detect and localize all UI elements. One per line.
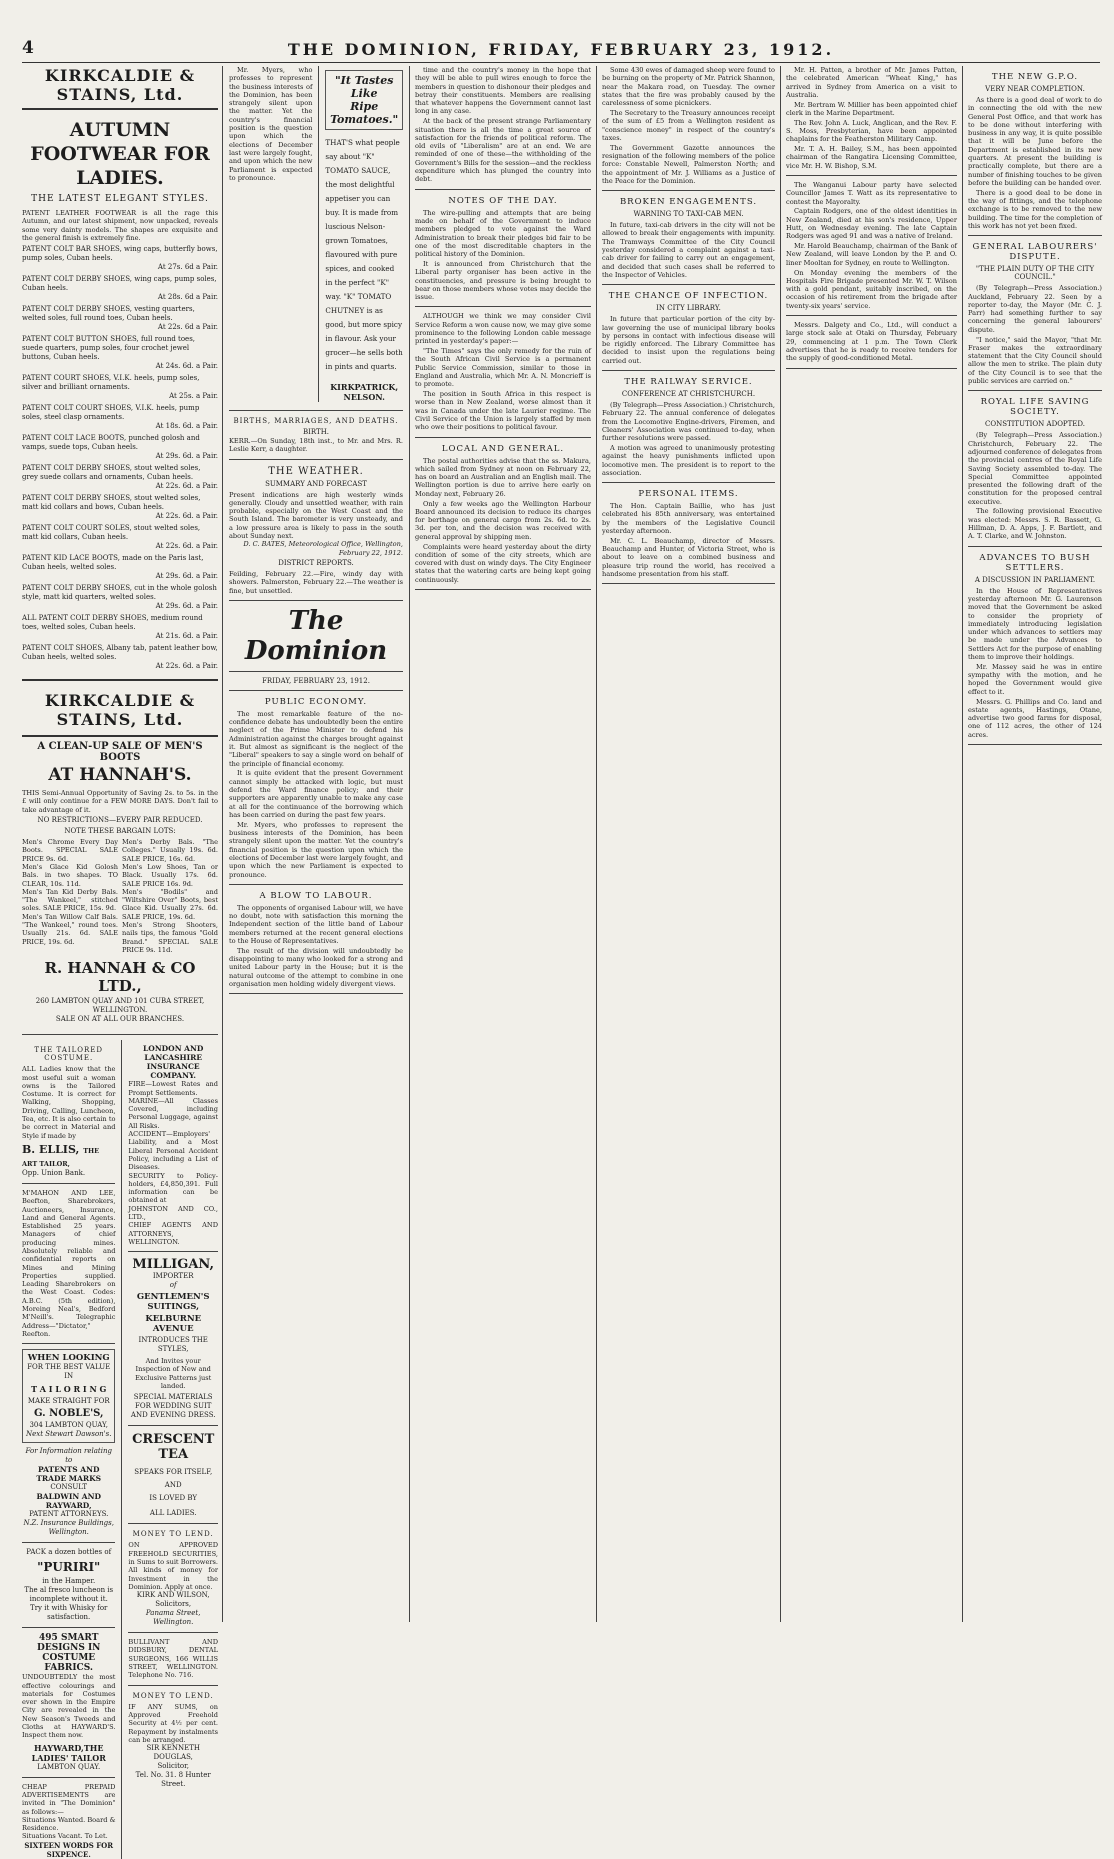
footwear-description: PATENT KID LACE BOOTS, made on the Paris last, Cuban heels, welted soles. [22,554,204,572]
hannah-line2: AT HANNAH'S. [48,765,192,786]
article-paragraph: Messrs. G. Phillips and Co. land and estate agents, Hastings, Otane, advertise two good farms for disposal, one of 112 acres, the other of 124 acres. [968,697,1102,739]
tailored-body: ALL Ladies know that the most useful suit a woman owns is the Tailored Costume. It is correct for Walking, Shopping, Driving, Calling, Luncheon, Tea, etc. It is also certain to be correct in Material and Style if made by [22,1065,116,1140]
footwear-price: At 18s. 6d. a Pair. [155,422,218,431]
column-divider [409,66,410,1622]
births-sub: BIRTH. [302,428,330,436]
article [968,553,1102,745]
footwear-item [22,434,218,461]
article-paragraph: As there is a good deal of work to do in connecting the old with the new General Post Office, and that work has to be done without interfering with business in any way, it is quite possible that it will be June before the Department is established in its new quarters. At present the building is practically complete, but there are a number of finishing touches to be given before the building can be handed over. [968,96,1102,187]
column-1 [22,66,218,1859]
crescent-l1: SPEAKS FOR ITSELF, [134,1468,213,1477]
milligan-l4: KELBURNE AVENUE [145,1314,202,1335]
insurance-name: LONDON AND LANCASHIRE INSURANCE COMPANY. [143,1044,204,1081]
column-divider [596,66,597,1622]
patents-intro: For Information relating to [25,1447,112,1465]
footwear-description: PATENT COLT BAR SHOES, wing caps, butterfly bows, pump soles, Cuban heels. [22,245,218,263]
kirkcaldie-name-2: KIRKCALDIE & STAINS, Ltd. [44,691,196,730]
article-paragraph: Mr. Harold Beauchamp, chairman of the Bank of New Zealand, will leave London by the P. and O. liner Mooltan for Sydney, en route to Wellington. [786,242,957,267]
article-paragraph: There is a good deal to be done in the way of fittings, and the telephone exchange is to be removed to the new building. The time for the completion of this work has not yet been fixed. [968,188,1102,230]
article-paragraph: time and the country's money in the hope that they will be able to pull wires enough to force the members in question to dishonour their pledges and betray their constituents. Members are realising that whatever happens the Government cannot last long in any case. [415,66,591,116]
footwear-item [22,404,218,431]
article-paragraph: In the House of Representatives yesterday afternoon Mr. G. Laurenson moved that the Government be asked to consider the propriety of immediately introducing legislation under which advances to settlers may be made under the Advances to Settlers Act for the purpose of enabling them to improve their holdings. [968,586,1102,662]
bargain-lot: Men's Low Shoes, Tan or Black. Usually 17s. 6d. SALE PRICE 16s. 9d. [122,862,218,888]
article-paragraph: The opponents of organised Labour will, we have no doubt, note with satisfaction this morning the Independent section of the little band of Labour members returned at the recent general elections to the House of Representatives. [229,903,403,945]
article-title: LOCAL AND GENERAL. [441,443,565,454]
article-paragraph: Mr. H. Patten, a brother of Mr. James Patten, the celebrated American "Wheat King," has arrived in Sydney from America on a visit to Australia. [786,66,957,99]
footwear-price: At 27s. 6d a Pair. [157,263,218,272]
article-title: PERSONAL ITEMS. [638,489,739,500]
article-paragraph: Only a few weeks ago the Wellington Harbour Board announced its decision to reduce its charges for berthage on general cargo from 2s. 6d. to 2s. 3d. per ton, and the decision was received with general approval by shipping men. [415,499,591,541]
kirkcaldie-subhead: THE LATEST ELEGANT STYLES. [31,194,209,204]
crescent-l2: AND [164,1481,182,1490]
footwear-item [22,584,218,611]
article [602,66,775,191]
footwear-item [22,275,218,302]
crescent-l3: IS LOVED BY [149,1494,198,1503]
article-paragraph: A motion was agreed to unanimously protesting against the heavy punishments inflicted upon locomotive men. The president is to report to the association. [602,444,775,477]
noble-l1: WHEN LOOKING [27,1353,110,1364]
article-paragraph: The Secretary to the Treasury announces receipt of the sum of £5 from a Wellington resident as "conscience money" in respect of the country's taxes. [602,108,775,142]
footwear-price: At 22s. 6d. a Pair. [155,512,218,521]
mahon-body: M'MAHON AND LEE, Beefton, Sharebrokers, Auctioneers, Insurance, Land and General Agents. Established 25 years. Managers of chief producing mines. Absolutely reliable and confidential reports on Mines and Mining Properties supplied. Leading Sharebrokers on the West Coast. Codes: A.B.C. (5th edition), Moreing Neal's, Bedford M'Neill's. Telegraphic Address—"Dictator," Reefton. [22,1188,116,1338]
article-title: ADVANCES TO BUSH SETTLERS. [979,552,1091,573]
article [786,66,957,176]
article-paragraph: Mr. C. L. Beauchamp, director of Messrs. Beauchamp and Hunter, of Victoria Street, who is about to leave on a combined business and pleasure trip round the world, has received a handsome presentation from his staff. [602,536,775,579]
weather-signed: D. C. BATES, Meteorological Office, Wellington, February 22, 1912. [243,540,403,557]
footwear-item [22,335,218,371]
article-paragraph: The Rev. John A. Luck, Anglican, and the Rev. F. S. Moss, Presbyterian, have been appointed chaplains for the Featherston Military Camp. [786,118,957,144]
insurance-line: CHIEF AGENTS AND ATTORNEYS, WELLINGTON. [128,1221,218,1246]
article-body [415,457,591,584]
bargain-lot: Men's Tan Willow Calf Bals. "The Wankeel," round toes. Usually 21s. 6d. SALE PRICE, 19s. 6d. [22,912,118,946]
article-paragraph: (By Telegraph—Press Association.) Christchurch, February 22. The adjourned conference of delegates from the provincial centres of the Royal Life Saving Society assembled to-day. The Special Committee appointed presented the following draft of the constitution for the proposed central executive. [968,431,1102,506]
footwear-price: At 29s. 6d. a Pair. [155,602,218,611]
hayward-head2: COSTUME FABRICS. [42,1653,96,1674]
masthead [22,38,1100,63]
page-number: 4 [22,38,34,58]
footwear-item [22,374,218,401]
article-paragraph: "The Times" says the only remedy for the ruin of the South African Civil Service is a permanent Public Service Commission, similar to those in England and Australia, which Mr. A. N. Moncrieff is to promote. [415,347,591,389]
article-paragraph: It is announced from Christchurch that the Liberal party organiser has been active in the constituencies, and pressure is being brought to bear on those members whose votes may decide the issue. [415,259,591,302]
article-body [415,312,591,431]
tomatoes-head1: "It Tastes Like [334,74,394,100]
footwear-price: At 21s. 6d. a Pair. [155,632,218,641]
article-body [602,315,775,365]
article-paragraph: Messrs. Dalgety and Co., Ltd., will conduct a large stock sale at Otaki on Thursday, February 29, commencing at 1 p.m. The Town Clerk advertises that he is ready to receive tenders for the supply of good-conditioned Metal. [786,321,957,363]
article-divider [968,744,1102,745]
article-divider [602,190,775,191]
patents-l1: PATENTS AND TRADE MARKS [36,1465,102,1484]
article-paragraph: In future that particular portion of the city by-law governing the use of municipal library books by persons in contact with infectious disease will be rigidly enforced. The Library Committee has decided to insist upon the regulations being carried out. [602,315,775,365]
insurance-line: JOHNSTON AND CO., LTD., [128,1204,218,1221]
hannah-intro: THIS Semi-Annual Opportunity of Saving 2s. to 5s. in the £ will only continue for a FEW MORE DAYS. Don't fail to take advantage of it. [22,789,218,814]
article-divider [415,189,591,190]
hannah-branches: SALE ON AT ALL OUR BRANCHES. [55,1015,185,1024]
footwear-item [22,644,218,671]
footwear-description: PATENT COLT LACE BOOTS, punched golosh and vamps, suede tops, Cuban heels. [22,434,200,452]
hannah-left-lots [22,838,118,954]
classified-line4: SIXTEEN WORDS FOR SIXPENCE. [24,1840,114,1859]
article-body [602,401,775,477]
article-body [968,431,1102,540]
article-body [602,221,775,279]
article-divider [968,235,1102,236]
article-paragraph: In future, taxi-cab drivers in the city will not be allowed to break their engagements with impunity. The Tramways Committee of the City Council yesterday considered a complaint against a taxi-cab driver for failing to carry out an engagement, and decided that such cases shall be referred to the Inspector of Vehicles. [602,221,775,279]
article-paragraph: The wire-pulling and attempts that are being made on behalf of the Government to induce members pledged to vote against the Ward Administration to break their pledges bid fair to be one of the most discreditable chapters in the political history of the Dominion. [415,208,591,259]
money1-body: ON APPROVED FREEHOLD SECURITIES, in Sums to suit Borrowers. All kinds of money for Investment in the Dominion. Apply at once. [128,1541,218,1591]
article [602,489,775,584]
article-body [786,181,957,310]
article-body [968,587,1102,739]
hayward-address: LAMBTON QUAY. [37,1762,101,1771]
tomatoes-head2: Ripe Tomatoes." [330,100,399,126]
article-subtitle: A DISCUSSION IN PARLIAMENT. [974,575,1096,584]
bargain-lot: Men's Chrome Every Day Boots. SPECIAL SALE PRICE 9s. 6d. [22,838,118,863]
noble-address: 304 LAMBTON QUAY, [29,1421,108,1430]
patents-l5: N.Z. Insurance Buildings, Wellington. [23,1519,114,1537]
crescent-name: CRESCENT TEA [132,1432,215,1463]
money2-head: MONEY TO LEND. [132,1691,214,1700]
footwear-price: At 28s. 6d a Pair. [157,293,218,302]
money1-address: Panama Street, Wellington. [145,1609,201,1627]
footwear-item [22,614,218,641]
money2-body: IF ANY SUMS, on Approved Freehold Security at 4½ per cent. Repayment by instalments can be arranged. [128,1702,218,1744]
article [968,72,1102,236]
footwear-item [22,305,218,332]
article-paragraph: The Government Gazette announces the resignation of the following members of the police force: Constable Newell, Palmerston North; and the appointment of Mr. J. Williams as a Justice of the Peace for the Dominion. [602,143,775,185]
insurance-line: SECURITY to Policy-holders, £4,850,391. Full information can be obtained at [128,1171,218,1205]
article-divider [786,315,957,316]
insurance-line: ACCIDENT—Employers' Liability, and a Most Liberal Personal Accident Policy, including a List of Diseases. [128,1130,218,1172]
footwear-price: At 25s. a Pair. [169,392,218,401]
article-body [415,209,591,302]
article-paragraph: Mr. T. A. H. Bailey, S.M., has been appointed chairman of the Rangatira Licensing Committee, vice Mr. H. W. Bishop, S.M. [786,145,957,170]
footwear-description: PATENT COLT SHOES, Albany tab, patent leather bow, Cuban heels, welted soles. [22,644,218,662]
puriri-l5: Try it with Whisky for satisfaction. [30,1604,108,1622]
births-head: BIRTHS, MARRIAGES, AND DEATHS. [233,417,399,425]
footwear-description: PATENT COLT DERBY SHOES, wing caps, pump soles, Cuban heels. [22,275,217,293]
article-paragraph: Mr. Bertram W. Millier has been appointed chief clerk in the Marine Department. [786,100,957,117]
noble-ad [22,1349,115,1443]
article-body [968,284,1102,385]
money2-address: Tel. No. 31. 8 Hunter Street. [135,1771,211,1789]
article-divider [786,175,957,176]
article-title: GENERAL LABOURERS' DISPUTE. [972,242,1098,263]
article-body [415,66,591,184]
article-body [229,904,403,988]
article-title: PUBLIC ECONOMY. [264,696,368,707]
noble-l3: T A I L O R I N G [31,1384,107,1395]
footwear-item [22,464,218,491]
noble-name: G. NOBLE'S, [33,1408,104,1420]
article-title: THE CHANCE OF INFECTION. [608,291,769,302]
footwear-description: ALL PATENT COLT DERBY SHOES, medium round toes, welted soles, Cuban heels. [22,614,203,632]
patents-l4: PATENT ATTORNEYS. [29,1510,109,1519]
article [786,181,957,316]
article [415,66,591,190]
article-body [602,502,775,578]
kirkcaldie-intro: PATENT LEATHER FOOTWEAR is all the rage this Autumn, and our latest shipment, now unpacked, reveals some very dainty models. The shapes are exquisite and the general finish is extremely fine. [22,209,218,242]
footwear-price: At 29s. 6d. a Pair. [155,452,218,461]
article-divider [786,368,957,369]
article-subtitle: IN CITY LIBRARY. [656,304,721,313]
article-divider [415,589,591,590]
article [415,444,591,590]
dominion-banner: The Dominion [244,605,388,666]
article [968,242,1102,391]
hannah-right-lots [122,838,218,954]
article-body [602,66,775,185]
article-divider [229,884,403,885]
hannah-lots [22,838,218,954]
article [229,891,403,994]
column-6 [968,66,1102,1622]
column-4 [602,66,775,1622]
noble-l2: FOR THE BEST VALUE IN [27,1363,111,1381]
hannah-address: 260 LAMBTON QUAY AND 101 CUBA STREET, WELLINGTON. [35,997,205,1015]
puriri-l4: The al fresco luncheon is incomplete without it. [24,1586,114,1604]
article-paragraph: (By Telegraph—Press Association.) Auckland, February 22. Seen by a reporter to-day, the Mayor (Mr. C. J. Parr) had something further to say concerning the general labourers' dispute. [968,284,1102,334]
column-divider [962,66,963,1622]
col6-articles [968,72,1102,745]
article-subtitle: CONFERENCE AT CHRISTCHURCH. [621,390,756,399]
article [415,312,591,437]
footwear-item [22,494,218,521]
article-body [968,96,1102,230]
column-5 [786,66,957,1622]
milligan-name: MILLIGAN, [132,1257,214,1273]
hannah-line1: A CLEAN-UP SALE OF MEN'S BOOTS [37,741,203,764]
milligan-l7: SPECIAL MATERIALS FOR WEDDING SUIT AND EVENING DRESS. [130,1393,216,1420]
article-paragraph: Mr. Myers, who professes to represent the business interests of the Dominion, has been strangely silent upon the matter. Yet the country's financial position is the question upon which the elections of December last were largely fought, and upon which the new Parliament is expected to pronounce. [229,820,403,879]
patents-l2: CONSULT [50,1483,88,1492]
newspaper-title: THE DOMINION, FRIDAY, FEBRUARY 23, 1912. [287,40,835,59]
hannah-note: NOTE THESE BARGAIN LOTS: [64,827,176,836]
footwear-description: PATENT COLT DERBY SHOES, stout welted soles, matt kid collars and bows, Cuban heels. [22,494,201,512]
col3-articles [415,66,591,590]
footwear-description: PATENT COLT BUTTON SHOES, full round toes, suede quarters, pump soles, four crochet jewel buttons, Cuban heels. [22,335,196,362]
noble-near: Next Stewart Dawson's. [26,1430,112,1439]
footwear-item [22,524,218,551]
milligan-l1: IMPORTER [152,1272,194,1281]
col2-intro: Mr. Myers, who professes to represent the business interests of the Dominion, has been strangely silent upon the matter. Yet the country's financial position is the question upon which the elections of December last were largely fought, and upon which the new Parliament is expected to pronounce. [229,66,313,182]
classified-line3: Situations Vacant. To Let. [22,1832,108,1841]
bargain-lot: Men's Derby Bals. "The Colleges." Usually 19s. 6d. SALE PRICE, 16s. 6d. [122,838,218,863]
article-paragraph: The result of the division will undoubtedly be disappointing to many who looked for a strong and united Labour party in the House; but it is the natural outcome of the attempt to combine in one organisation men holding widely divergent views. [229,946,403,988]
insurance-line: FIRE—Lowest Rates and Prompt Settlements. [128,1080,218,1097]
puriri-l3: in the Hamper. [42,1577,96,1586]
weather-body: Present indications are high westerly winds generally. Cloudy and unsettled weather, with rain probable, especially on the West Coast and the South Island. The barometer is very unsteady, and a low pressure area is likely to pass in the south about Sunday next. [229,490,403,541]
column-1b [128,1040,218,1858]
hayward-name: HAYWARD,THE LADIES' TAILOR [31,1742,106,1763]
article-divider [602,284,775,285]
footwear-price: At 22s. 6d. a Pair. [155,482,218,491]
article-paragraph: The Wanganui Labour party have selected Councillor James T. Watt as its representative to contest the Mayoralty. [786,181,957,206]
article-paragraph: Mr. Massey said he was in entire sympathy with the motion, and he hoped the Government would give effect to it. [968,662,1102,696]
article-subtitle: WARNING TO TAXI-CAB MEN. [633,210,744,219]
footwear-price: At 29s. 6d. a Pair. [155,572,218,581]
article-paragraph: ALTHOUGH we think we may consider Civil Service Reform a won cause now, we may give some prominence to the following London cable message printed in yesterday's paper:— [415,312,591,346]
article [602,291,775,371]
column-divider [222,66,223,1622]
footwear-description: PATENT COURT SHOES, V.I.K. heels, pump soles, silver and brilliant ornaments. [22,374,200,392]
article [602,377,775,483]
money1-head: MONEY TO LEND. [132,1530,214,1539]
insurance-lines [128,1080,218,1246]
article [786,321,957,368]
ellis-name: B. ELLIS, [22,1142,80,1156]
hayward-body: UNDOUBTEDLY the most effective colourings and materials for Costumes ever shown in the Empire City are revealed in the New Season's Tweeds and Cloths at HAYWARD'S. Inspect them now. [22,1673,116,1740]
article-divider [602,482,775,483]
article-divider [602,370,775,371]
footwear-price: At 24s. 6d. a Pair. [155,362,218,371]
money2-trade: Solicitor, [157,1762,189,1771]
weather-reports: Feilding, February 22.—Fire, windy day with showers. Palmerston, February 22.—The weather is fine, but unsettled. [229,569,403,595]
tailored-head: THE TAILORED COSTUME. [34,1046,104,1063]
footwear-price: At 22s. 6d a Pair. [157,323,218,332]
article-title: A BLOW TO LABOUR. [259,890,373,901]
bargain-lot: Men's Tan Kid Derby Bals. "The Wankeel," stitched soles. SALE PRICE, 15s. 9d. [22,887,118,913]
article-title: BROKEN ENGAGEMENTS. [619,197,758,208]
milligan-l6: And Invites your Inspection of New and Exclusive Patterns just landed. [135,1357,212,1391]
article-title: ROYAL LIFE SAVING SOCIETY. [980,397,1090,418]
weather-reports-head: DISTRICT REPORTS. [278,558,354,567]
hannah-company: R. HANNAH & CO LTD., [44,959,196,996]
weather-sub: SUMMARY AND FORECAST [265,479,367,488]
article-divider [229,993,403,994]
article [415,196,591,308]
article-paragraph: Complaints were heard yesterday about the dirty condition of some of the city streets, which are covered with dust on windy days. The City Engineer states that the watering carts are being kept going continuously. [415,542,591,584]
col2-left-text [229,66,312,402]
tomatoes-name: KIRKPATRICK, NELSON. [330,382,399,402]
column-divider [780,66,781,1622]
article-title: NOTES OF THE DAY. [448,195,558,206]
article-paragraph: On Monday evening the members of the Hospitals Fire Brigade presented Mr. W. T. Wilson with a gold pendant, suitably inscribed, on the occasion of his retirement from the brigade after twenty-six years' service. [786,268,957,310]
article [229,697,403,885]
kirkcaldie-headline: AUTUMN FOOTWEAR FOR LADIES. [30,119,210,189]
article [968,397,1102,546]
money1-name: KIRK AND WILSON, Solicitors, [136,1591,210,1609]
article-body [786,66,957,170]
footwear-description: PATENT COLT DERBY SHOES, stout welted soles, grey suede collars and ornaments, Cuban heels. [22,464,201,482]
ellis-trade: THE ART TAILOR, [22,1146,100,1168]
article-title: THE RAILWAY SERVICE. [624,377,753,388]
article-paragraph: The position in South Africa in this respect is worse than in New Zealand, worse almost than it was in Canada under the late Laurier regime. The Civil Service of the Union is largely staffed by men who owe their positions to political favour. [415,390,591,432]
crescent-l4: ALL LADIES. [149,1509,197,1518]
bullivant-body: BULLIVANT AND DIDSBURY, DENTAL SURGEONS, 166 WILLIS STREET, WELLINGTON. Telephone No. 716. [128,1638,218,1680]
dominion-date: FRIDAY, FEBRUARY 23, 1912. [262,676,370,685]
article-paragraph: At the back of the present strange Parliamentary situation there is all the time a great source of satisfaction for the friends of political reform. The old evils of "Liberalism" are at an end. We are reminded of one of these—the withholding of the Government's Bills for the session—and the reckless expenditure which has plunged the country into debt. [415,117,591,184]
footwear-description: PATENT COLT COURT SHOES, V.I.K. heels, pump soles, steel clasp ornaments. [22,404,200,422]
ellis-address: Opp. Union Bank. [22,1168,86,1177]
article-paragraph: The following provisional Executive was elected: Messrs. S. R. Bassett, G. Hillman, D. A. Apps, J. F. Bartlett, and A. T. Clarke, and W. Johnston. [968,507,1102,541]
classified-line1: CHEAP PREPAID ADVERTISEMENTS are invited in "The Dominion" as follows:— [22,1782,116,1816]
article-paragraph: Captain Rodgers, one of the oldest identities in New Zealand, died at his son's residence, Upper Hutt, on Wednesday evening. The late Captain Rodgers was aged 91 and was a native of Ireland. [786,207,957,241]
kirkcaldie-name: KIRKCALDIE & STAINS, Ltd. [44,66,196,104]
milligan-l5: INTRODUCES THE STYLES, [138,1336,208,1354]
article-body [786,321,957,362]
births-body: KERR.—On Sunday, 18th inst., to Mr. and Mrs. R. Leslie Kerr, a daughter. [229,437,403,454]
classified-line2: Situations Wanted. Board & Residence. [22,1815,116,1833]
footwear-item [22,554,218,581]
article-subtitle: VERY NEAR COMPLETION. [985,85,1085,93]
article-title: THE NEW G.P.O. [991,72,1079,82]
puriri-brand: "PURIRI" [37,1560,101,1575]
article-paragraph: (By Telegraph—Press Association.) Christchurch, February 22. The annual conference of delegates from the Locomotive Engine-drivers, Firemen, and Cleaners' Association was continued to-day, when further resolutions were passed. [602,401,775,443]
article-divider [415,306,591,307]
bargain-lot: Men's Strong Shooters, nails tips, the famous "Gold Brand." SPECIAL SALE PRICE 9s. 11d. [122,921,218,954]
kirkcaldie-items [22,245,218,671]
article-divider [602,583,775,584]
column-1a [22,1040,115,1858]
footwear-price: At 22s. 6d. a Pair. [155,662,218,671]
article-paragraph: The most remarkable feature of the no-confidence debate has undoubtedly been the entire neglect of the Prime Minister to defend his Administration against the charges brought against it. But almost as significant is the neglect of the "Liberal" speakers to say a single word on behalf of the principle of financial economy. [229,709,403,768]
article-subtitle: "THE PLAIN DUTY OF THE CITY COUNCIL." [975,265,1095,282]
footwear-description: PATENT COLT DERBY SHOES, vesting quarters, welted soles, full round toes, Cuban heels. [22,305,195,323]
article-paragraph: The Hon. Captain Baillie, who has just celebrated his 85th anniversary, was entertained by the members of the Legislative Council yesterday afternoon. [602,502,775,536]
article-body [229,710,403,879]
col2-articles [229,697,403,994]
article-paragraph: The postal authorities advise that the ss. Makura, which sailed from Sydney at noon on February 22, has on board an Australian and an English mail. The Wellington portion is due to arrive here early on Monday next, February 26. [415,456,591,498]
article-paragraph: It is quite evident that the present Government cannot simply be attacked with logic, but must defend the Ward finance policy; and their supporters are apparently unable to make any case at all for the continuance of the borrowing which has been carried on during the past few years. [229,769,403,819]
weather-head: THE WEATHER. [268,465,364,477]
article-divider [415,437,591,438]
footwear-description: PATENT COLT COURT SOLES, stout welted soles, matt kid collars, Cuban heels. [22,524,201,542]
article-subtitle: CONSTITUTION ADOPTED. [984,420,1086,429]
puriri-l1: PACK a dozen bottles of [26,1548,112,1557]
article [602,197,775,285]
footwear-price: At 22s. 6d. a Pair. [155,542,218,551]
milligan-l3: GENTLEMEN'S SUITINGS, [136,1292,210,1313]
bargain-lot: Men's "Bodils" and "Wiltshire Over" Boots, best Glace Kid. Usually 27s. 6d. SALE PRICE, 19s. 6d. [122,887,218,921]
insurance-line: MARINE—All Classes Covered, including Personal Luggage, against All Risks. [128,1096,218,1130]
noble-l4: MAKE STRAIGHT FOR [27,1397,110,1406]
article-divider [968,546,1102,547]
patents-l3: BALDWIN AND RAYWARD, [36,1492,101,1511]
footwear-item [22,245,218,272]
hayward-head1: 495 SMART DESIGNS IN [37,1633,101,1654]
milligan-l2: of [169,1281,177,1290]
col4-articles [602,66,775,584]
col5-articles [786,66,957,369]
tomatoes-body: THAT'S what people say about "K" TOMATO SAUCE, the most delightful appetiser you can buy. It is made from luscious Nelson-grown Tomatoes, flavoured with pure spices, and cooked in the perfect "K" way. "K" TOMATO CHUTNEY is as good, but more spicy in flavour. Ask your grocer—he sells both in pints and quarts. [325,138,403,371]
column-2 [229,66,403,1622]
article-paragraph: Some 430 ewes of damaged sheep were found to be burning on the property of Mr. Patrick Shannon, near the Makara road, on Tuesday. The owner states that the fire was probably caused by the carelessness of some picnickers. [602,66,775,108]
tomatoes-ad [325,66,403,402]
money2-name: SIR KENNETH DOUGLAS, [146,1744,200,1762]
bargain-lot: Men's Glace Kid Golosh Bals. in two shapes. TO CLEAR, 10s. 11d. [22,862,118,888]
article-paragraph: "I notice," said the Mayor, "that Mr. Fraser makes the extraordinary statement that the City Council should allow the men to strike. The plain duty of the City Council is to see that the public services are carried on." [968,335,1102,386]
hannah-no-restrictions: NO RESTRICTIONS—EVERY PAIR REDUCED. [37,816,203,825]
article-divider [968,390,1102,391]
footwear-description: PATENT COLT DERBY SHOES, cut in the whole golosh style, matt kid quarters, welted soles. [22,584,217,602]
column-3 [415,66,591,1622]
